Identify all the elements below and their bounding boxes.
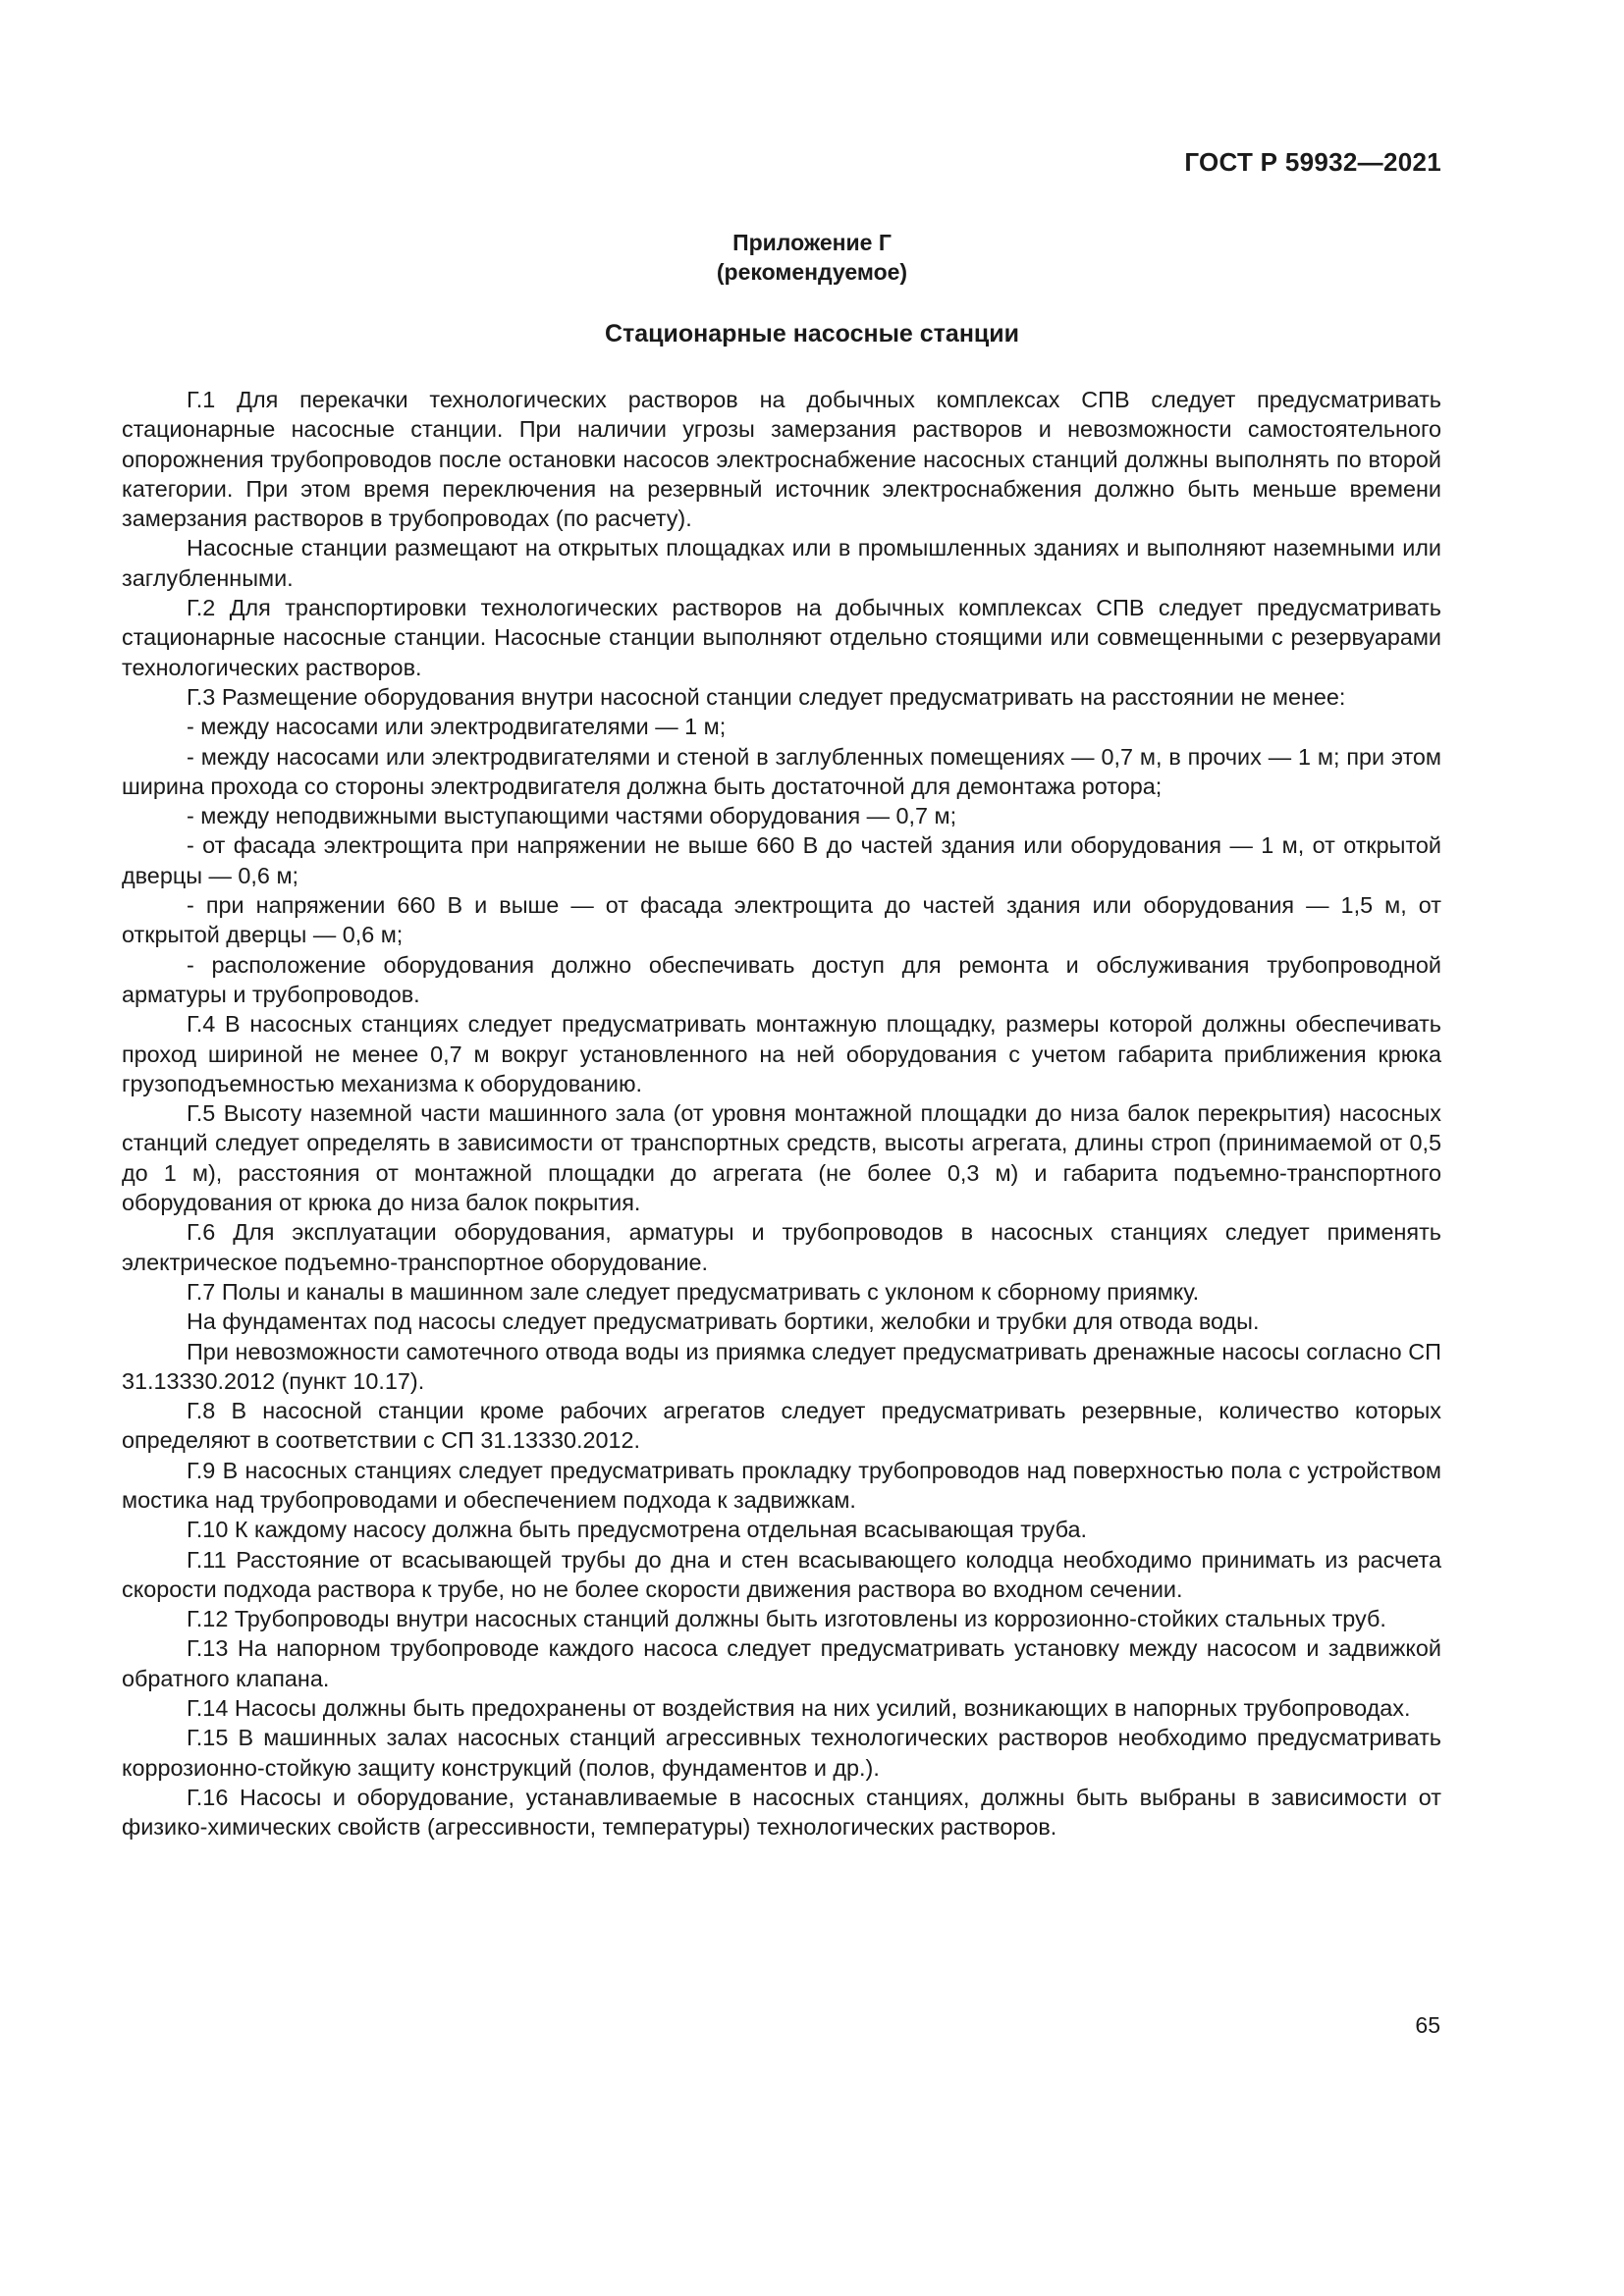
appendix-heading <box>0 228 1624 287</box>
paragraph: При невозможности самотечного отвода воды из приямка следует предусматривать дренажные насосы согласно СП 31.13330.2012 (пункт 10.17). <box>122 1338 1441 1394</box>
paragraph-g8: Г.8 В насосной станции кроме рабочих агрегатов следует предусматривать резервные, количество которых определяют в соответствии с СП 31.13330.2012. <box>122 1398 1441 1454</box>
list-item: - при напряжении 660 В и выше — от фасада электрощита до частей здания или оборудования — 1,5 м, от открытой дверцы — 0,6 м; <box>122 892 1441 948</box>
paragraph: Насосные станции размещают на открытых площадках или в промышленных зданиях и выполняют наземными или заглубленными. <box>122 535 1441 591</box>
paragraph-g14: Г.14 Насосы должны быть предохранены от воздействия на них усилий, возникающих в напорных трубопроводах. <box>187 1695 1411 1722</box>
paragraph-g2: Г.2 Для транспортировки технологических растворов на добычных комплексах СПВ следует предусматривать стационарные насосные станции. Насосные станции выполняют отдельно стоящими или совмещенными с резервуарами технологических растворов. <box>122 595 1441 680</box>
paragraph-g7: Г.7 Полы и каналы в машинном зале следует предусматривать с уклоном к сборному приямку. <box>187 1278 1200 1305</box>
list-item: - от фасада электрощита при напряжении не выше 660 В до частей здания или оборудования — 1 м, от открытой дверцы — 0,6 м; <box>122 832 1441 888</box>
paragraph-g15: Г.15 В машинных залах насосных станций агрессивных технологических растворов необходимо предусматривать коррозионно-стойкую защиту конструкций (полов, фундаментов и др.). <box>122 1725 1441 1781</box>
paragraph-g3: Г.3 Размещение оборудования внутри насосной станции следует предусматривать на расстоянии не менее: <box>187 683 1346 710</box>
list-item: - между насосами или электродвигателями и стеной в заглубленных помещениях — 0,7 м, в прочих — 1 м; при этом ширина прохода со стороны электродвигателя должна быть достаточной для демонтажа ротора; <box>122 743 1441 799</box>
page-number: 65 <box>1415 2012 1440 2038</box>
paragraph-g12: Г.12 Трубопроводы внутри насосных станций должны быть изготовлены из коррозионно-стойких стальных труб. <box>187 1606 1386 1632</box>
paragraph-g13: Г.13 На напорном трубопроводе каждого насоса следует предусматривать установку между насосом и задвижкой обратного клапана. <box>122 1635 1441 1691</box>
appendix-status: (рекомендуемое) <box>716 259 908 285</box>
paragraph-g1: Г.1 Для перекачки технологических растворов на добычных комплексах СПВ следует предусматривать стационарные насосные станции. При наличии угрозы замерзания растворов и невозможности самостоятельного опорожнения трубопроводов после остановки насосов электроснабжение насосных станций должны выполнять по второй категории. При этом время переключения на резервный источник электроснабжения должно быть меньше времени замерзания растворов в трубопроводах (по расчету). <box>122 387 1441 532</box>
list-item: - между неподвижными выступающими частями оборудования — 0,7 м; <box>187 803 957 829</box>
section-title: Стационарные насосные станции <box>604 320 1020 347</box>
paragraph: На фундаментах под насосы следует предусматривать бортики, желобки и трубки для отвода воды. <box>187 1308 1260 1335</box>
paragraph-g4: Г.4 В насосных станциях следует предусматривать монтажную площадку, размеры которой должны обеспечивать проход шириной не менее 0,7 м вокруг установленного на ней оборудования с учетом габарита приближения крюка грузоподъемностью механизма к оборудованию. <box>122 1011 1441 1096</box>
paragraph-g16: Г.16 Насосы и оборудование, устанавливаемые в насосных станциях, должны быть выбраны в зависимости от физико-химических свойств (агрессивности, температуры) технологических растворов. <box>122 1784 1441 1841</box>
paragraph-g5: Г.5 Высоту наземной части машинного зала (от уровня монтажной площадки до низа балок перекрытия) насосных станций следует определять в зависимости от транспортных средств, высоты агрегата, длины строп (принимаемой от 0,5 до 1 м), расстояния от монтажной площадки до агрегата (не более 0,3 м) и габарита подъемно-транспортного оборудования от крюка до низа балок покрытия. <box>122 1100 1441 1216</box>
body-text <box>122 385 1441 1842</box>
document-code: ГОСТ Р 59932—2021 <box>1184 147 1441 177</box>
list-item: - расположение оборудования должно обеспечивать доступ для ремонта и обслуживания трубопроводной арматуры и трубопроводов. <box>122 951 1441 1007</box>
paragraph-g6: Г.6 Для эксплуатации оборудования, арматуры и трубопроводов в насосных станциях следует применять электрическое подъемно-транспортное оборудование. <box>122 1219 1441 1275</box>
list-item: - между насосами или электродвигателями — 1 м; <box>187 714 727 740</box>
paragraph-g11: Г.11 Расстояние от всасывающей трубы до дна и стен всасывающего колодца необходимо принимать из расчета скорости подхода раствора к трубе, но не более скорости движения раствора во входном сечении. <box>122 1546 1441 1602</box>
paragraph-g10: Г.10 К каждому насосу должна быть предусмотрена отдельная всасывающая труба. <box>187 1517 1088 1543</box>
paragraph-g9: Г.9 В насосных станциях следует предусматривать прокладку трубопроводов над поверхностью пола с устройством мостика над трубопроводами и обеспечением подхода к задвижкам. <box>122 1457 1441 1513</box>
appendix-title: Приложение Г <box>732 230 892 255</box>
